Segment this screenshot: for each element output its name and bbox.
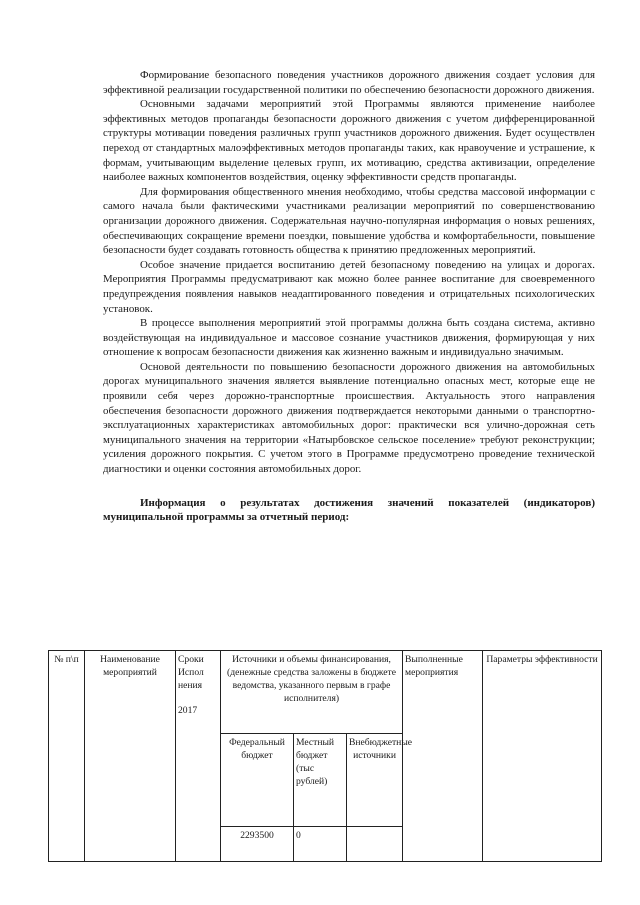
cell-federal-value: 2293500 [221,827,294,862]
header-sources: Источники и объемы финансирования,(денежные средства заложены в бюджете ведомства, указанного первым в графе исполнителя) [221,651,403,734]
section-heading: Информация о результатах достижения значений показателей (индикаторов) муниципальной программы за отчетный период: [103,496,595,524]
paragraph-3: Для формирования общественного мнения необходимо, чтобы средства массовой информации с самого начала были фактическими участниками реализации мероприятий по совершенствованию организации дорожного движения. Содержательная научно-популярная информация о новых решениях, обеспечивающих сокращение времени поездки, повышение удобства и комфортабельности, повышение безопасности будет создавать готовность общества к принятию предложенных мероприятий. [103,185,595,257]
paragraph-6: Основой деятельности по повышению безопасности дорожного движения на автомобильных дорогах муниципального значения является выявление потенциально опасных мест, которые еще не проявили себя через дорожно-транспортные происшествия. Актуальность этого направления обеспечения безопасности дорожного движения подтверждается некоторыми данными о транспортно-эксплуатационных характеристиках автомобильных дорог: практически вся улично-дорожная сеть муниципального значения на территории «Натырбовское сельское поселение» требуют реконструкции; усиления дорожного покрытия. С учетом этого в Программе предусмотрено проведение технической диагностики и оценки состояния автомобильных дорог. [103,360,595,476]
header-done: Выполненные мероприятия [403,651,483,862]
document-body [103,68,595,525]
paragraph-1: Формирование безопасного поведения участников дорожного движения создает условия для эффективной реализации государственной политики по обеспечению безопасности дорожного движения. [103,69,595,96]
header-params: Параметры эффективности [483,651,602,862]
header-term-year: 2017 [178,705,198,716]
subheader-local: Местный бюджет (тыс рублей) [294,734,347,827]
header-number: № п\п [49,651,85,862]
paragraph-2: Основными задачами мероприятий этой Программы являются применение наиболее эффективных методов пропаганды безопасности дорожного движения с учетом дифференцированной структуры мотивации поведения различных групп участников дорожного движения. Будет осуществлен переход от стандартных малоэффективных методов пропаганды таких, как нравоучение и устрашение, к формам, учитывающим выделение целевых групп, их мотивацию, средства активизации, определение наиболее важных компонентов воздействия, оценку эффективности средств пропаганды. [103,98,595,184]
subheader-offbudget: Внебюджетные источники [347,734,403,827]
table-header-row [49,651,602,734]
header-term-label: Сроки Испол нения [178,654,204,691]
cell-offbudget-value [347,827,403,862]
header-name: Наименование мероприятий [85,651,176,862]
paragraph-4: Особое значение придается воспитанию детей безопасному поведению на улицах и дорогах. Мероприятия Программы предусматривают как можно более раннее воспитание для своевременного предупреждения появления навыков неадаптированного поведения и отрицательных психологических установок. [103,258,595,315]
paragraph-5: В процессе выполнения мероприятий этой программы должна быть создана система, активно воздействующая на индивидуальное и массовое сознание участников движения, формирующая у них отношение к вопросам безопасности движения как жизненно важным и индивидуально значимым. [103,317,595,359]
subheader-federal: Федеральный бюджет [221,734,294,827]
cell-local-value: 0 [294,827,347,862]
header-term [176,651,221,862]
results-table [48,650,602,862]
